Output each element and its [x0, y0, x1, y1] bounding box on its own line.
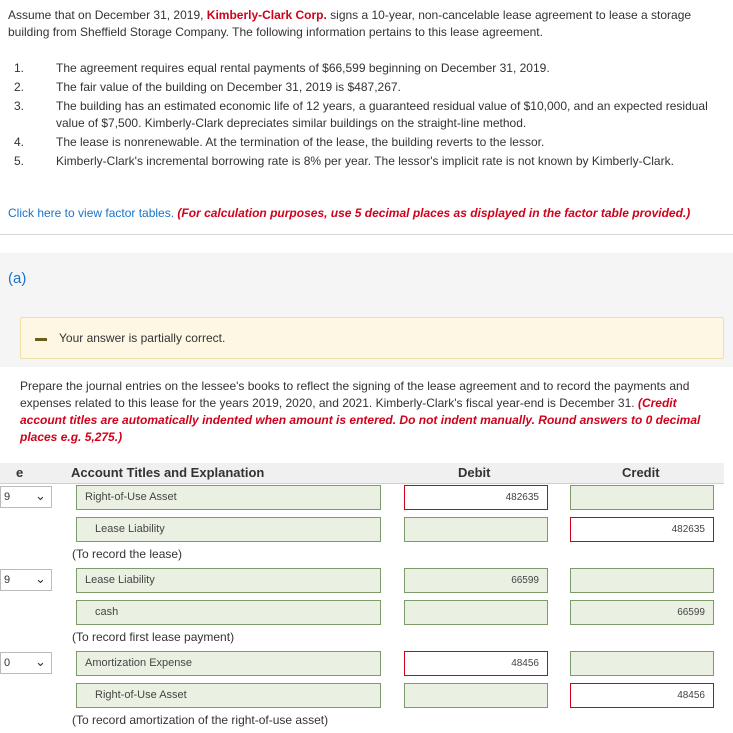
part-label: (a)	[8, 270, 27, 287]
list-item	[8, 98, 728, 132]
instructions-note: (Credit account titles are automatically indented when amount is entered. Do not indent manually. Round answers to 0 decimal places e.g. 5,275.)	[20, 396, 701, 444]
col-account-header: Account Titles and Explanation	[71, 465, 265, 480]
credit-amount-input[interactable]	[570, 651, 714, 676]
intro-text-pre: Assume that on December 31, 2019,	[8, 8, 207, 22]
chevron-down-icon: ⌄	[35, 488, 46, 503]
col-date-header: e	[16, 465, 24, 480]
list-item	[8, 79, 728, 96]
journal-table-header	[0, 463, 724, 484]
item-number: 3.	[14, 99, 25, 113]
debit-account-input[interactable]: Lease Liability	[76, 568, 381, 593]
feedback-banner	[20, 317, 724, 359]
item-text: The building has an estimated economic life of 12 years, a guaranteed residual value of $10,000, and an expected residual value of $7,500. Kimberly-Clark depreciates similar buildings on the straight-line method.	[56, 99, 708, 130]
credit-amount-input[interactable]	[570, 568, 714, 593]
company-name: Kimberly-Clark Corp.	[206, 8, 327, 22]
debit-account-input[interactable]: Right-of-Use Asset	[76, 485, 381, 510]
date-value: 9	[4, 491, 11, 503]
entry-memo: (To record the lease)	[72, 547, 183, 561]
credit-account-input[interactable]: cash	[76, 600, 381, 625]
credit-amount-input[interactable]	[570, 485, 714, 510]
date-select[interactable]	[0, 486, 52, 508]
item-text: Kimberly-Clark's incremental borrowing rate is 8% per year. The lessor's implicit rate is not known by Kimberly-Clark.	[56, 154, 674, 168]
intro-text-post: signs a 10-year, non-cancelable lease agreement to lease a storage building from Sheffield Storage Company. The following information pertains to this lease agreement.	[8, 8, 692, 39]
item-text: The fair value of the building on December 31, 2019 is $487,267.	[56, 80, 401, 94]
entry-memo: (To record first lease payment)	[72, 630, 235, 644]
list-item	[8, 134, 728, 151]
col-debit-header: Debit	[458, 465, 491, 480]
debit-amount-input[interactable]	[404, 517, 548, 542]
lease-terms-list	[8, 60, 728, 172]
item-text: The agreement requires equal rental payments of $66,599 beginning on December 31, 2019.	[56, 61, 550, 75]
credit-account-input[interactable]: Lease Liability	[76, 517, 381, 542]
item-number: 5.	[14, 154, 25, 168]
col-credit-header: Credit	[622, 465, 660, 480]
debit-amount-input[interactable]	[404, 683, 548, 708]
debit-amount-input[interactable]: 482635	[404, 485, 548, 510]
credit-account-input[interactable]: Right-of-Use Asset	[76, 683, 381, 708]
problem-intro	[8, 7, 723, 41]
credit-amount-input[interactable]: 66599	[570, 600, 714, 625]
item-number: 1.	[14, 61, 25, 75]
date-select[interactable]	[0, 652, 52, 674]
calculation-note: (For calculation purposes, use 5 decimal places as displayed in the factor table provided.)	[177, 206, 691, 220]
item-text: The lease is nonrenewable. At the termination of the lease, the building reverts to the lessor.	[56, 135, 545, 149]
divider	[0, 234, 733, 235]
debit-account-input[interactable]: Amortization Expense	[76, 651, 381, 676]
item-number: 4.	[14, 135, 25, 149]
credit-amount-input[interactable]: 48456	[570, 683, 714, 708]
factor-tables-link[interactable]: Click here to view factor tables.	[8, 206, 175, 220]
instructions-text: Prepare the journal entries on the lessee's books to reflect the signing of the lease agreement and to record the payments and expenses related to this lease for the years 2019, 2020, and 2021. Kimberly-Clark's fiscal year-end is December 31.	[20, 379, 690, 410]
item-number: 2.	[14, 80, 25, 94]
date-value: 0	[4, 657, 11, 669]
debit-amount-input[interactable]: 66599	[404, 568, 548, 593]
entry-memo: (To record amortization of the right-of-use asset)	[72, 713, 329, 727]
partial-correct-icon	[35, 338, 47, 341]
list-item	[8, 60, 728, 77]
instructions	[20, 378, 720, 446]
date-value: 9	[4, 574, 11, 586]
list-item	[8, 153, 728, 170]
credit-amount-input[interactable]: 482635	[570, 517, 714, 542]
feedback-message: Your answer is partially correct.	[59, 331, 226, 345]
chevron-down-icon: ⌄	[35, 571, 46, 586]
date-select[interactable]	[0, 569, 52, 591]
chevron-down-icon: ⌄	[35, 654, 46, 669]
debit-amount-input[interactable]	[404, 600, 548, 625]
debit-amount-input[interactable]: 48456	[404, 651, 548, 676]
factor-tables-line	[8, 206, 690, 220]
